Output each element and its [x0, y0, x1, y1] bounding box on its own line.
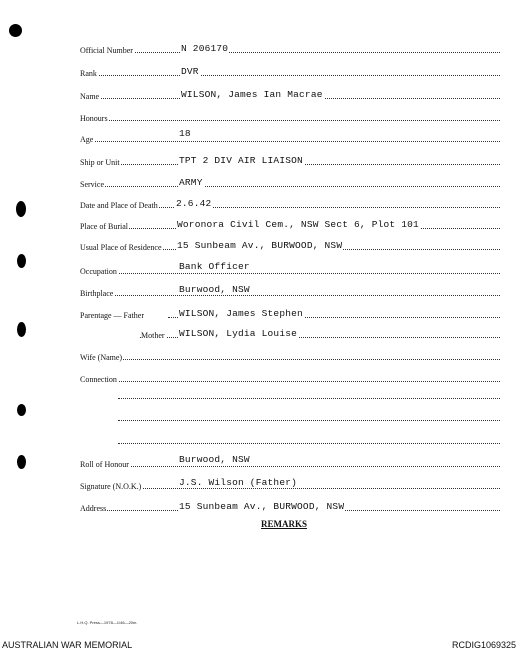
usual-residence-label: Usual Place of Residence	[80, 243, 162, 252]
connection-blank-line-2	[118, 420, 500, 421]
ship-or-unit-value: TPT 2 DIV AIR LIAISON	[179, 155, 303, 166]
service-label: Service	[80, 180, 104, 189]
roll-of-honour-label: Roll of Honour	[80, 460, 129, 469]
age-value: 18	[179, 128, 191, 139]
roll-of-honour-row	[80, 455, 500, 469]
father-label: Parentage — Father	[80, 311, 144, 320]
date-of-death-label: Date and Place of Death	[80, 201, 158, 210]
father-row	[80, 306, 500, 320]
place-of-burial-label: Place of Burial	[80, 222, 128, 231]
father-value: WILSON, James Stephen	[179, 308, 303, 319]
signature-value: J.S. Wilson (Father)	[179, 477, 298, 488]
birthplace-row	[80, 284, 500, 298]
occupation-value: Bank Officer	[179, 261, 250, 272]
date-of-death-row	[80, 196, 500, 210]
usual-residence-value: 15 Sunbeam Av., BURWOOD, NSW	[177, 240, 343, 251]
birthplace-value: Burwood, NSW	[179, 284, 250, 295]
name-label: Name	[80, 92, 100, 101]
connection-label: Connection	[80, 375, 117, 384]
official-number-row	[80, 41, 500, 55]
printer-imprint: L.H.Q. Press—1978—1/46—20m.	[77, 620, 138, 625]
rank-label: Rank	[80, 69, 97, 78]
connection-blank-line-3	[118, 443, 500, 444]
connection-row	[80, 370, 500, 384]
birthplace-label: Birthplace	[80, 289, 114, 298]
punch-hole-middle-1	[16, 201, 26, 217]
name-value: WILSON, James Ian Macrae	[181, 89, 323, 100]
roll-of-honour-value: Burwood, NSW	[179, 454, 250, 465]
remarks-heading: REMARKS	[261, 519, 308, 529]
age-row	[80, 130, 500, 144]
wife-row	[80, 348, 500, 362]
address-row	[80, 499, 500, 513]
footer-record-id: RCDIG1069325	[451, 640, 516, 650]
place-of-burial-value: Woronora Civil Cem., NSW Sect 6, Plot 101	[177, 219, 419, 230]
punch-hole-middle-3	[17, 322, 26, 337]
name-row	[80, 87, 500, 101]
age-label: Age	[80, 135, 94, 144]
address-label: Address	[80, 504, 107, 513]
official-number-value: N 206170	[181, 43, 229, 54]
occupation-label: Occupation	[80, 267, 117, 276]
ship-or-unit-row	[80, 153, 500, 167]
service-value: ARMY	[179, 177, 203, 188]
official-number-label: Official Number	[80, 46, 133, 55]
rank-row	[80, 64, 500, 78]
punch-hole-bottom	[17, 455, 26, 469]
honours-row	[80, 109, 500, 123]
punch-hole-middle-2	[17, 254, 26, 268]
date-of-death-value: 2.6.42	[176, 198, 212, 209]
usual-residence-row	[80, 238, 500, 252]
ship-or-unit-label: Ship or Unit	[80, 158, 120, 167]
mother-label: Mother	[141, 331, 165, 340]
rank-value: DVR	[181, 66, 199, 77]
address-value: 15 Sunbeam Av., BURWOOD, NSW	[179, 501, 345, 512]
occupation-row	[80, 262, 500, 276]
punch-hole-top	[9, 24, 22, 37]
wife-label: Wife (Name)	[80, 353, 123, 362]
mother-row	[80, 326, 500, 340]
place-of-burial-row	[80, 217, 500, 231]
service-row	[80, 175, 500, 189]
mother-value: WILSON, Lydia Louise	[179, 328, 298, 339]
signature-label: Signature (N.O.K.)	[80, 482, 142, 491]
footer-source: AUSTRALIAN WAR MEMORIAL	[2, 640, 133, 650]
connection-blank-line-1	[118, 398, 500, 399]
honours-label: Honours	[80, 114, 108, 123]
signature-row	[80, 477, 500, 491]
punch-hole-lower	[17, 404, 26, 416]
